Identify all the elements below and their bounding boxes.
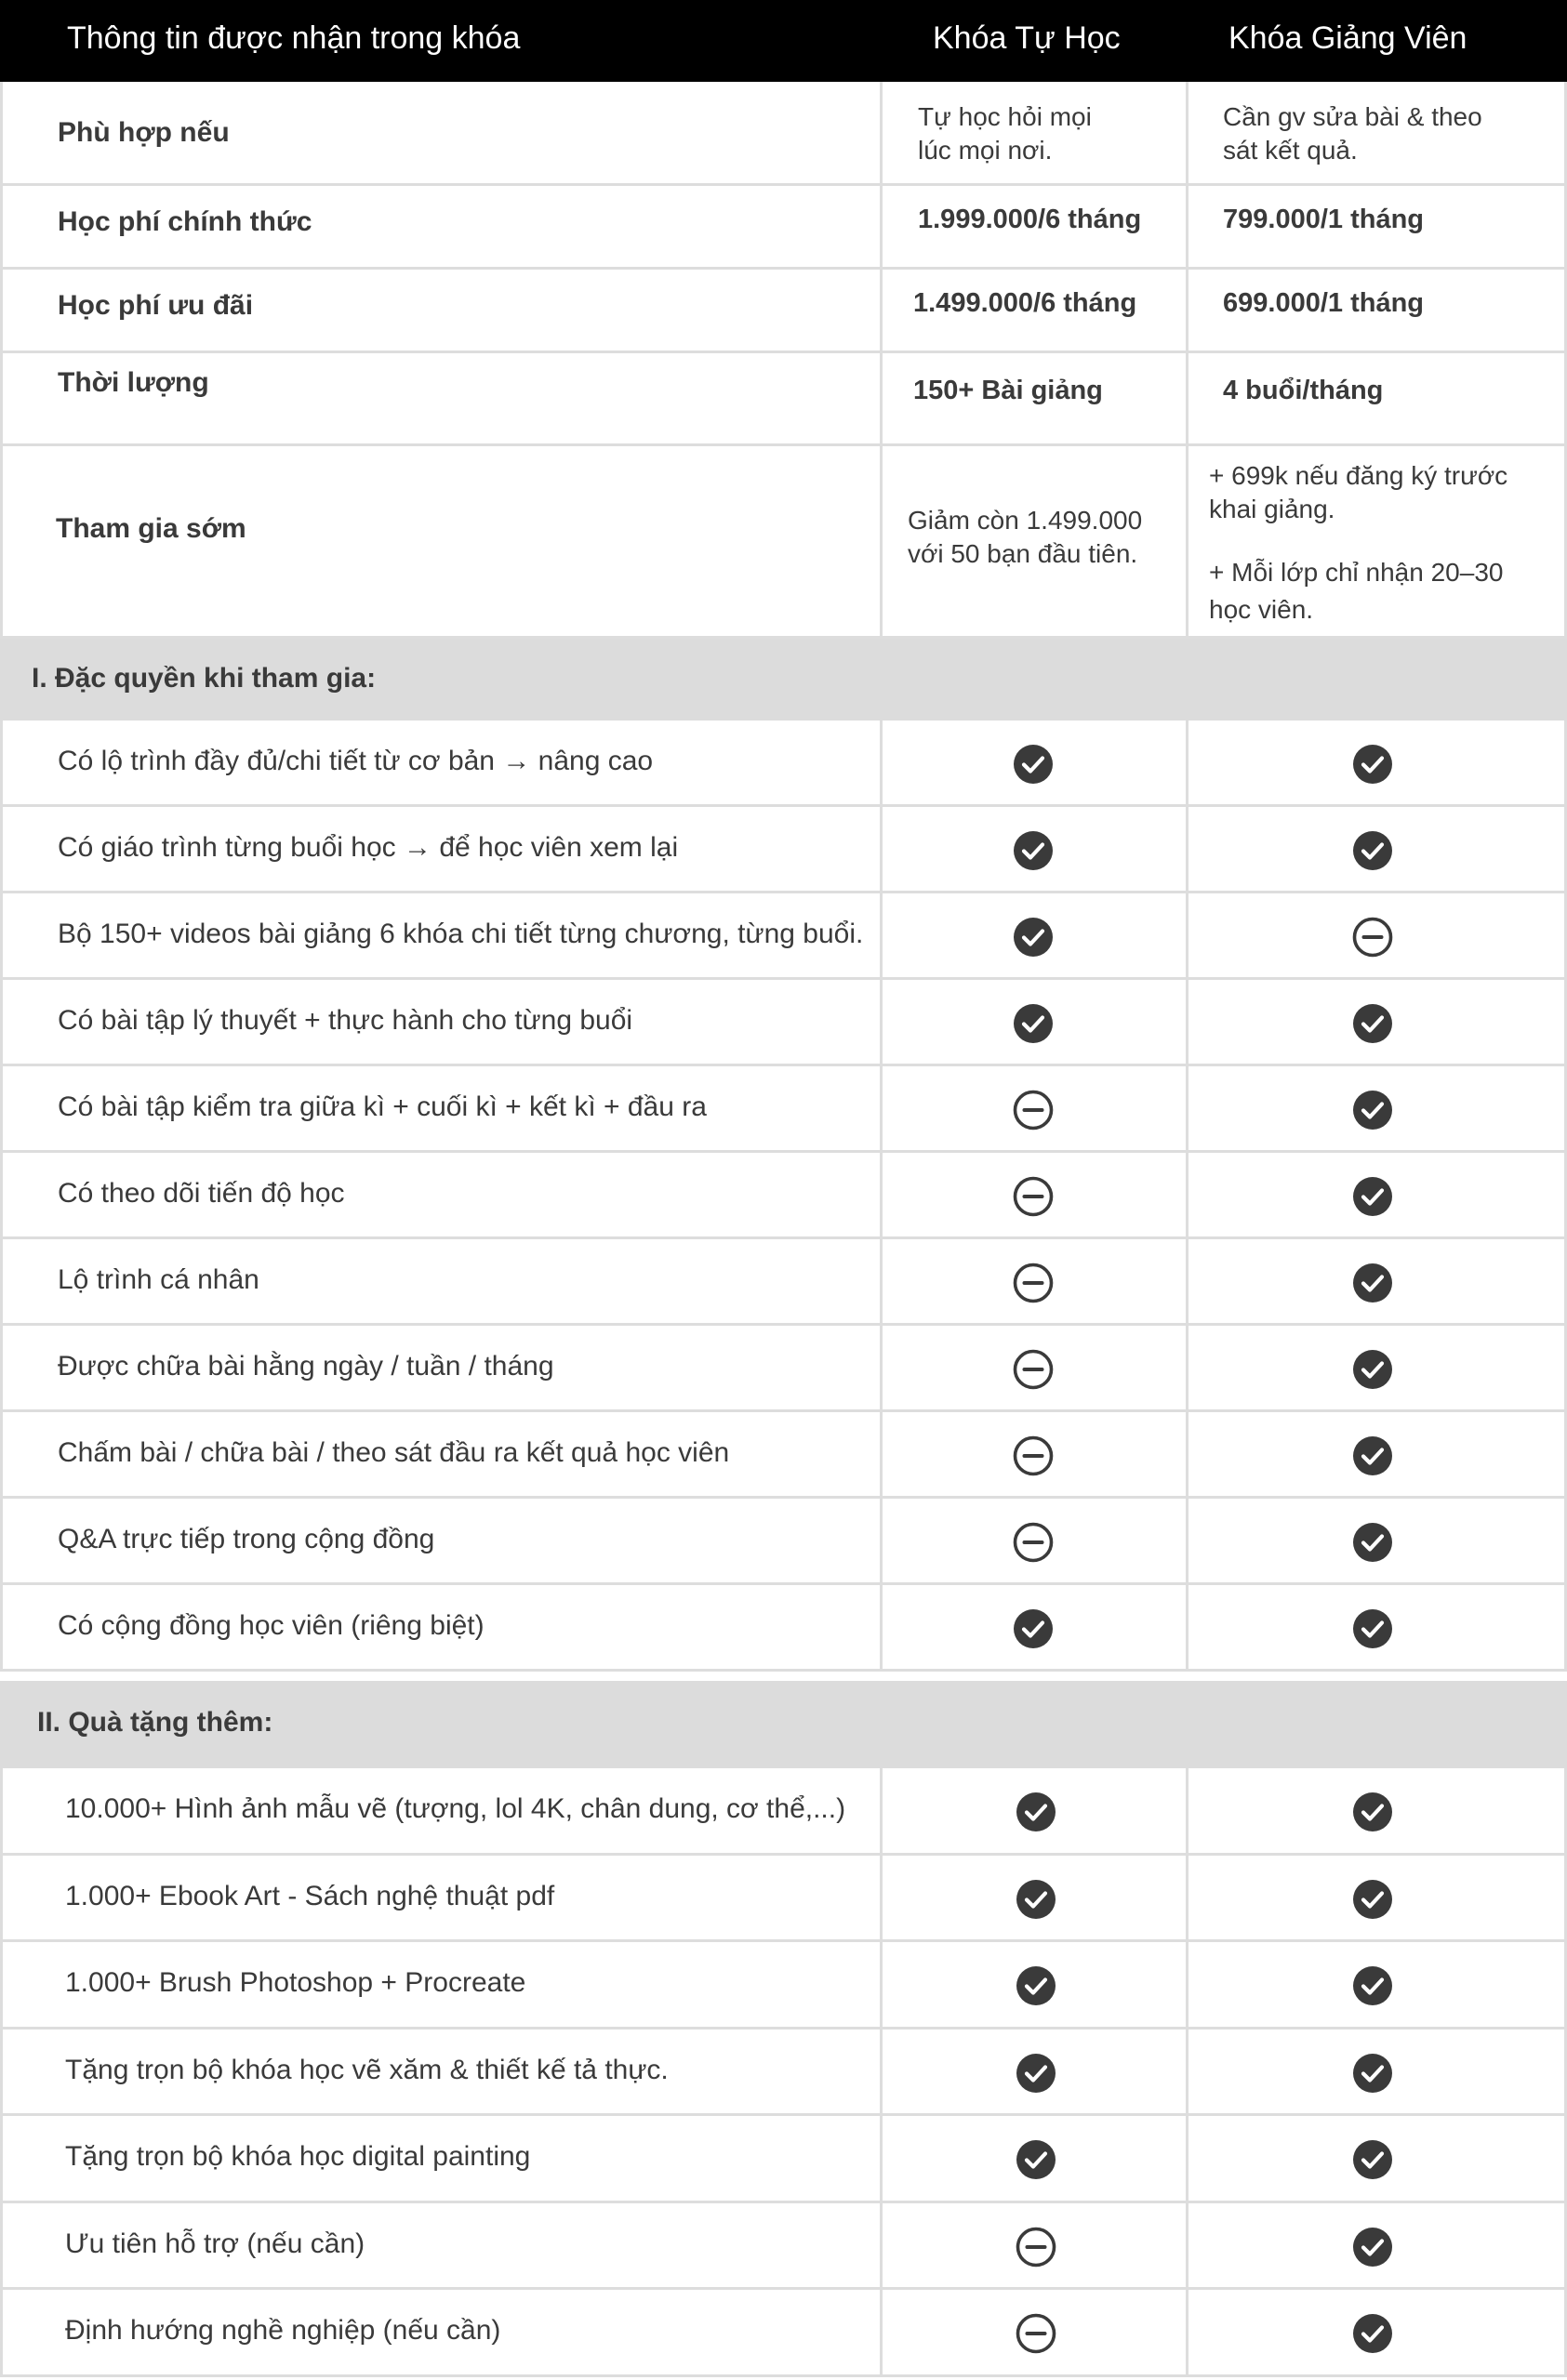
info-row xyxy=(0,353,1567,446)
table-row xyxy=(0,1326,1567,1412)
table-row xyxy=(0,721,1567,807)
table-row xyxy=(0,893,1567,980)
info-teacher-value: 799.000/1 tháng xyxy=(1223,205,1424,234)
info-teacher-value: + 699k nếu đăng ký trước khai giảng. xyxy=(1209,461,1508,523)
info-row xyxy=(0,82,1567,186)
table-header xyxy=(0,0,1567,82)
check-circle-icon xyxy=(1016,1879,1056,1920)
check-circle-icon xyxy=(1352,1608,1393,1649)
check-circle-icon xyxy=(1013,917,1054,958)
info-self-value: Giảm còn 1.499.000 với 50 bạn đầu tiên. xyxy=(908,506,1143,568)
info-label: Học phí chính thức xyxy=(58,206,312,237)
info-row xyxy=(0,446,1567,639)
feature-label: 1.000+ Brush Photoshop + Procreate xyxy=(65,1967,526,1998)
info-self-value: 150+ Bài giảng xyxy=(913,376,1103,405)
check-circle-icon xyxy=(1352,744,1393,785)
table-row xyxy=(0,807,1567,893)
info-label: Học phí ưu đãi xyxy=(58,290,254,321)
minus-circle-icon xyxy=(1013,1435,1054,1476)
table-row xyxy=(0,1856,1567,1943)
info-label: Tham gia sớm xyxy=(56,513,246,544)
table-row xyxy=(0,1153,1567,1239)
minus-circle-icon xyxy=(1013,1522,1054,1563)
section-title: II. Quà tặng thêm: xyxy=(37,1707,273,1738)
info-self-value: 1.499.000/6 tháng xyxy=(913,288,1137,318)
check-circle-icon xyxy=(1352,1263,1393,1303)
table-row xyxy=(0,1499,1567,1585)
info-teacher-value: + Mỗi lớp chỉ nhận 20–30 học viên. xyxy=(1209,558,1504,624)
feature-label: Định hướng nghề nghiệp (nếu cần) xyxy=(65,2315,501,2346)
table-row xyxy=(0,1768,1567,1856)
info-label: Thời lượng xyxy=(58,367,209,398)
check-circle-icon xyxy=(1352,1003,1393,1044)
info-teacher-value: 699.000/1 tháng xyxy=(1223,288,1424,318)
section-header xyxy=(0,1681,1567,1768)
section-header xyxy=(0,639,1567,721)
minus-circle-icon xyxy=(1016,2227,1056,2268)
table-row xyxy=(0,980,1567,1066)
check-circle-icon xyxy=(1016,2053,1056,2094)
minus-circle-icon xyxy=(1352,917,1393,958)
feature-label: Chấm bài / chữa bài / theo sát đầu ra kết quả học viên xyxy=(58,1437,730,1468)
check-circle-icon xyxy=(1352,2313,1393,2354)
feature-label: 10.000+ Hình ảnh mẫu vẽ (tượng, lol 4K, chân dung, cơ thể,...) xyxy=(65,1793,846,1824)
feature-label: Tặng trọn bộ khóa học digital painting xyxy=(65,2141,531,2172)
minus-circle-icon xyxy=(1013,1349,1054,1390)
table-row xyxy=(0,1942,1567,2030)
feature-label: Có lộ trình đầy đủ/chi tiết từ cơ bản → nâng cao xyxy=(58,746,654,776)
info-row xyxy=(0,270,1567,353)
check-circle-icon xyxy=(1013,1003,1054,1044)
feature-label: 1.000+ Ebook Art - Sách nghệ thuật pdf xyxy=(65,1880,555,1911)
check-circle-icon xyxy=(1016,2139,1056,2180)
table-row xyxy=(0,2290,1567,2377)
table-row xyxy=(0,2203,1567,2291)
minus-circle-icon xyxy=(1013,1090,1054,1130)
feature-label: Có giáo trình từng buổi học → để học viên xem lại xyxy=(58,832,679,863)
info-self-value: 1.999.000/6 tháng xyxy=(918,205,1142,234)
table-row xyxy=(0,1585,1567,1672)
header-info-column: Thông tin được nhận trong khóa xyxy=(67,20,521,56)
check-circle-icon xyxy=(1352,1176,1393,1217)
feature-label: Có theo dõi tiến độ học xyxy=(58,1178,345,1209)
table-row xyxy=(0,1066,1567,1153)
check-circle-icon xyxy=(1013,830,1054,871)
feature-label: Lộ trình cá nhân xyxy=(58,1264,259,1295)
check-circle-icon xyxy=(1013,1608,1054,1649)
minus-circle-icon xyxy=(1016,2313,1056,2354)
check-circle-icon xyxy=(1016,1792,1056,1832)
check-circle-icon xyxy=(1352,1349,1393,1390)
check-circle-icon xyxy=(1352,1792,1393,1832)
minus-circle-icon xyxy=(1013,1176,1054,1217)
table-row xyxy=(0,1412,1567,1499)
feature-label: Ưu tiên hỗ trợ (nếu cần) xyxy=(65,2228,365,2259)
table-row xyxy=(0,1239,1567,1326)
info-self-value: Tự học hỏi mọi lúc mọi nơi. xyxy=(918,102,1092,165)
info-label: Phù hợp nếu xyxy=(58,117,230,148)
check-circle-icon xyxy=(1352,830,1393,871)
check-circle-icon xyxy=(1352,1965,1393,2006)
check-circle-icon xyxy=(1352,1090,1393,1130)
feature-label: Có bài tập kiểm tra giữa kì + cuối kì + kết kì + đầu ra xyxy=(58,1091,707,1122)
info-teacher-value: 4 buổi/tháng xyxy=(1223,376,1384,405)
check-circle-icon xyxy=(1352,2053,1393,2094)
table-row xyxy=(0,2030,1567,2117)
info-row xyxy=(0,186,1567,270)
check-circle-icon xyxy=(1352,1879,1393,1920)
check-circle-icon xyxy=(1352,2139,1393,2180)
check-circle-icon xyxy=(1352,2227,1393,2268)
check-circle-icon xyxy=(1352,1522,1393,1563)
section-title: I. Đặc quyền khi tham gia: xyxy=(32,663,377,694)
feature-label: Bộ 150+ videos bài giảng 6 khóa chi tiết từng chương, từng buổi. xyxy=(58,919,864,949)
feature-label: Q&A trực tiếp trong cộng đồng xyxy=(58,1524,435,1554)
table-row xyxy=(0,2116,1567,2203)
check-circle-icon xyxy=(1352,1435,1393,1476)
feature-label: Có cộng đồng học viên (riêng biệt) xyxy=(58,1610,485,1641)
header-self-study-column: Khóa Tự Học xyxy=(933,20,1121,56)
check-circle-icon xyxy=(1013,744,1054,785)
minus-circle-icon xyxy=(1013,1263,1054,1303)
feature-label: Có bài tập lý thuyết + thực hành cho từng buổi xyxy=(58,1005,633,1036)
header-teacher-column: Khóa Giảng Viên xyxy=(1228,20,1467,56)
feature-label: Tặng trọn bộ khóa học vẽ xăm & thiết kế tả thực. xyxy=(65,2054,669,2085)
check-circle-icon xyxy=(1016,1965,1056,2006)
feature-label: Được chữa bài hằng ngày / tuần / tháng xyxy=(58,1351,554,1382)
info-teacher-value: Cần gv sửa bài & theo sát kết quả. xyxy=(1223,102,1482,165)
